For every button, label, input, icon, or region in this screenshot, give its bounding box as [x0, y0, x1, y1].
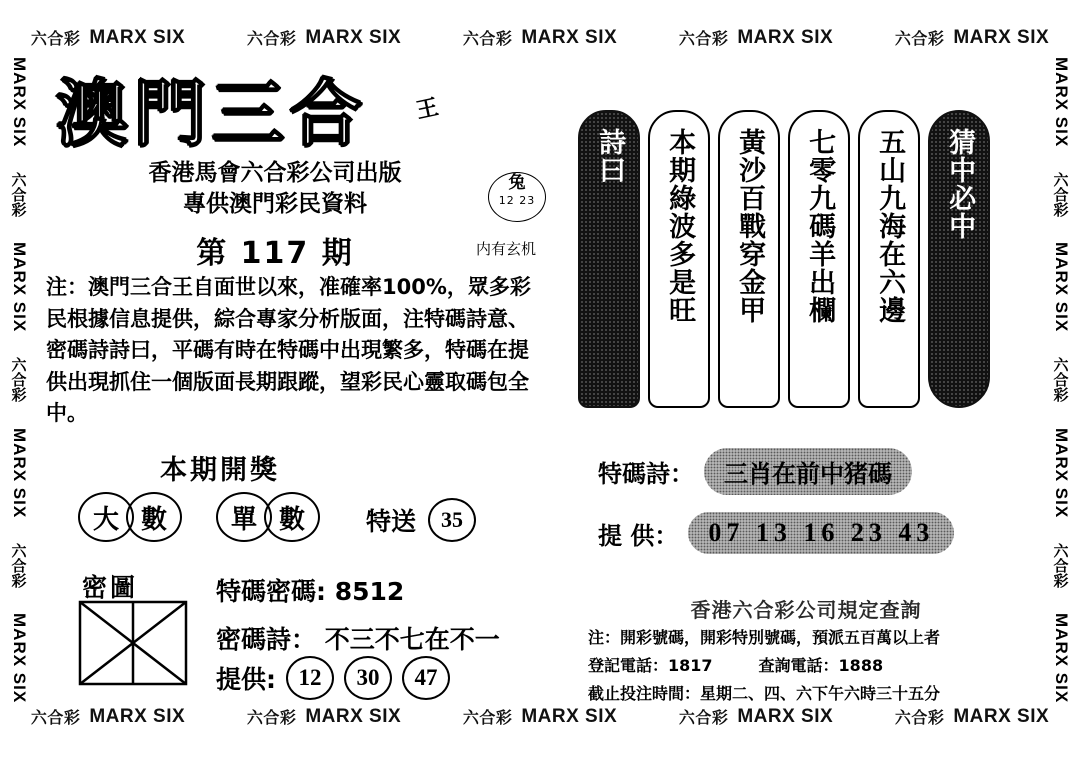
poem-panel [858, 110, 920, 408]
watermark-unit [247, 705, 401, 728]
supply-numbers-label: 提 供： [598, 521, 679, 550]
zodiac-badge [488, 172, 546, 222]
poem-panel-text: 本期綠波多是旺 [664, 128, 696, 324]
watermark-cn: 六合彩 [678, 29, 729, 48]
secret-code-row [216, 572, 404, 608]
watermark-cn: 六合彩 [1051, 357, 1070, 403]
watermark-top [0, 26, 1080, 49]
footer-register-phone: 登記電話：1817 [588, 656, 713, 675]
watermark-left [2, 44, 36, 716]
watermark-unit [679, 705, 833, 728]
poem-panel [648, 110, 710, 408]
watermark-en: MARX SIX [10, 427, 29, 518]
watermark-cn: 六合彩 [1051, 543, 1070, 588]
watermark-unit [247, 26, 401, 49]
watermark-en: MARX SIX [1052, 613, 1071, 704]
draw-token: 單 [216, 492, 272, 542]
footer-line-2 [588, 652, 1064, 680]
secret-supply-row [216, 656, 450, 700]
watermark-unit [463, 705, 617, 728]
draw-token: 大 [78, 492, 134, 542]
watermark-cn: 六合彩 [9, 543, 28, 588]
watermark-en: MARX SIX [10, 613, 29, 704]
draw-pair-odd-number [216, 492, 320, 542]
watermark-cn: 六合彩 [9, 357, 28, 403]
draw-heading: 本期開獎 [160, 455, 280, 486]
watermark-en: MARX SIX [1052, 242, 1071, 333]
watermark-right [1044, 44, 1078, 716]
poem-panel [718, 110, 780, 408]
issue-number: 第 117 期 [196, 236, 354, 271]
watermark-en: MARX SIX [10, 242, 29, 333]
watermark-unit [895, 26, 1049, 49]
disclaimer-note: 注：澳門三合王自面世以來，准確率100%，眾多彩民根據信息提供，綜合專家分析版面，注特碼詩意、密碼詩詩曰，平碼有時在特碼中出現繁多，特碼在提供出現抓住一個版面長期跟蹤，望彩民心靈取碼包全中。 [46, 275, 531, 425]
tesong-value: 35 [428, 498, 476, 542]
secret-supply-number: 47 [402, 656, 450, 700]
publisher-block [100, 158, 450, 220]
tesong-row [366, 498, 476, 542]
watermark-en: MARX SIX [305, 705, 402, 727]
secret-diagram-svg [78, 600, 188, 686]
watermark-cn: 六合彩 [1051, 171, 1070, 217]
publisher-line-1: 香港馬會六合彩公司出版 [148, 160, 402, 186]
watermark-en: MARX SIX [89, 705, 186, 727]
poem-panel-slogan [928, 110, 990, 408]
page-title-suffix: 王 [414, 94, 441, 124]
secret-poem-value: 不三不七在不一 [324, 625, 500, 654]
watermark-en: MARX SIX [521, 705, 618, 727]
zodiac-animal: 兔 [508, 173, 526, 193]
watermark-en: MARX SIX [1052, 427, 1071, 518]
tema-poem-row [598, 448, 912, 495]
tema-poem-label: 特碼詩： [598, 460, 694, 488]
watermark-cn: 六合彩 [894, 29, 945, 48]
supply-numbers-row [598, 512, 954, 554]
zodiac-numbers: 12 23 [498, 194, 536, 208]
watermark-cn: 六合彩 [678, 708, 729, 727]
secret-diagram-label: 密圖 [82, 573, 139, 602]
footer-heading: 香港六合彩公司規定查詢 [690, 598, 922, 622]
watermark-unit [463, 26, 617, 49]
zodiac-note: 内有玄机 [476, 240, 537, 258]
watermark-cn: 六合彩 [246, 29, 297, 48]
watermark-en: MARX SIX [953, 26, 1050, 48]
poem-panel-group [578, 110, 990, 408]
poem-panel-text: 七零九碼羊出欄 [804, 128, 836, 324]
footer-line-3: 截止投注時間：星期二、四、六下午六時三十五分 [588, 684, 941, 703]
watermark-bottom [0, 705, 1080, 728]
watermark-en: MARX SIX [89, 26, 186, 48]
page-title: 澳門三合 [56, 72, 369, 156]
secret-supply-label: 提供: [216, 665, 276, 694]
secret-supply-number: 12 [286, 656, 334, 700]
secret-diagram [78, 600, 188, 686]
tesong-label: 特送 [366, 507, 417, 536]
poem-panel-text: 猜中必中 [944, 128, 976, 240]
watermark-en: MARX SIX [521, 26, 618, 48]
secret-poem-label: 密碼詩： [216, 625, 317, 654]
tema-poem-value: 三肖在前中猪碼 [704, 448, 912, 495]
footer-block [588, 624, 1064, 708]
watermark-unit [895, 705, 1049, 728]
poem-panel-text: 五山九海在六邊 [874, 128, 906, 324]
footer-line-1: 注：開彩號碼，開彩特別號碼，預派五百萬以上者 [588, 628, 941, 647]
watermark-en: MARX SIX [953, 705, 1050, 727]
watermark-cn: 六合彩 [246, 708, 297, 727]
watermark-cn: 六合彩 [462, 29, 513, 48]
supply-numbers-value: 07 13 16 23 43 [688, 512, 954, 554]
watermark-en: MARX SIX [305, 26, 402, 48]
watermark-cn: 六合彩 [462, 708, 513, 727]
secret-poem-row [216, 620, 500, 656]
secret-code-value: 8512 [334, 577, 405, 606]
watermark-unit [31, 705, 185, 728]
poem-panel-text: 詩曰 [594, 128, 626, 184]
secret-code-label: 特碼密碼: [216, 577, 326, 606]
draw-token: 數 [126, 492, 182, 542]
footer-query-phone: 查詢電話：1888 [758, 656, 884, 675]
watermark-cn: 六合彩 [894, 708, 945, 727]
watermark-cn: 六合彩 [30, 708, 81, 727]
watermark-en: MARX SIX [10, 56, 29, 147]
poem-panel [788, 110, 850, 408]
poem-panel-text: 黃沙百戰穿金甲 [734, 128, 766, 324]
draw-token: 數 [264, 492, 320, 542]
watermark-en: MARX SIX [737, 705, 834, 727]
watermark-en: MARX SIX [1052, 56, 1071, 147]
watermark-cn: 六合彩 [30, 29, 81, 48]
watermark-unit [31, 26, 185, 49]
watermark-en: MARX SIX [737, 26, 834, 48]
watermark-cn: 六合彩 [9, 171, 28, 217]
watermark-unit [679, 26, 833, 49]
draw-pair-big-number [78, 492, 182, 542]
poem-panel-title [578, 110, 640, 408]
publisher-line-2: 專供澳門彩民資料 [183, 191, 367, 218]
secret-supply-number: 30 [344, 656, 392, 700]
